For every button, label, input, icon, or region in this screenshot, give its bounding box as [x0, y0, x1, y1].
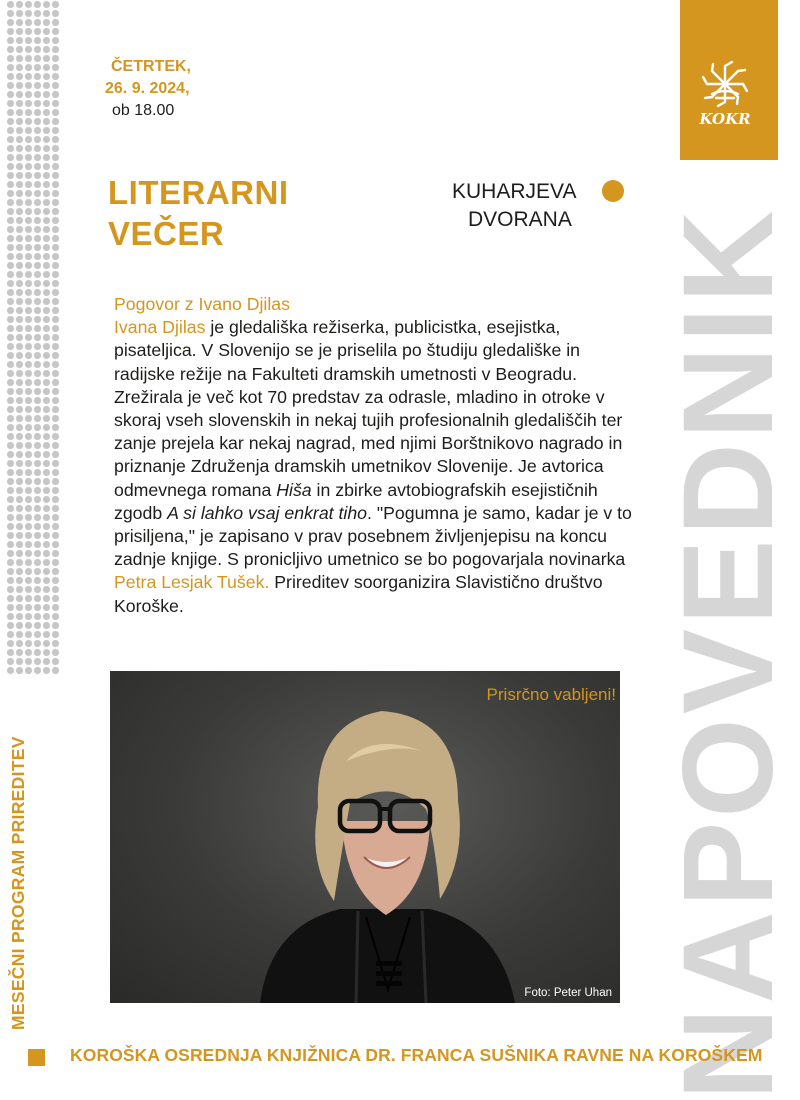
venue-line2: DVORANA: [468, 208, 572, 231]
description-text-2: in zbirke avtobiografskih esejističnih zgodb: [114, 479, 598, 523]
monthly-program-label: MESEČNI PROGRAM PRIREDITEV: [8, 736, 28, 1030]
event-date-block: [105, 56, 225, 122]
event-date: 26. 9. 2024,: [105, 80, 190, 97]
author-photo: [110, 671, 620, 1003]
author-name: Ivana Djilas: [114, 317, 206, 338]
event-description: [114, 293, 634, 618]
description-paragraph: [114, 316, 634, 618]
venue-dot-icon: [602, 180, 624, 202]
description-text-1: je gledališka režiserka, publicistka, esejistka, pisateljica. V Slovenijo se je priselila po študiju gledališke in radijske režije na Fakulteti dramskih umetnosti v Beogradu. Zrežirala je več kot 70 predstav za odrasle, mladino in otroke v skoraj vseh slovenskih in nekaj tujih profesionalnih gledališčih ter zanje prejela kar nekaj nagrad, med njimi Borštnikovo nagrado in priznanje Združenja dramskih umetnikov Slovenije. Je avtorica odmevnega romana: [114, 317, 623, 500]
moderator-name: Petra Lesjak Tušek.: [114, 572, 270, 593]
description-heading: Pogovor z Ivano Djilas: [114, 294, 290, 314]
description-text-3: . "Pogumna je samo, kadar je v to prisiljena," je zapisano v prav posebnem življenjepisu na koncu zadnje knjige. S pronicljivo umetnico se bo pogovarjala novinarka: [114, 502, 632, 570]
welcome-text: Prisrčno vabljeni!: [486, 685, 616, 704]
photo-credit: Foto: Peter Uhan: [524, 987, 612, 999]
book-title-1: Hiša: [276, 479, 312, 500]
napovednik-watermark: NAPOVEDNIK: [657, 206, 800, 1100]
organizer-name: KOROŠKA OSREDNJA KNJIŽNICA DR. FRANCA SUŠNIKA RAVNE NA KOROŠKEM: [70, 1045, 763, 1065]
book-title-2: A si lahko vsaj enkrat tiho: [167, 502, 368, 523]
library-logo-icon: [690, 58, 760, 130]
venue-line1: KUHARJEVA: [452, 180, 577, 203]
dot-pattern: [6, 0, 60, 676]
portrait-illustration: [110, 671, 620, 1003]
event-title: [108, 172, 289, 254]
event-day: ČETRTEK,: [111, 58, 191, 75]
event-title-line2: VEČER: [108, 215, 225, 252]
description-text-4: Prireditev soorganizira Slavistično društvo Koroške.: [114, 572, 603, 616]
event-title-line1: LITERARNI: [108, 174, 289, 211]
footer-square-icon: [28, 1049, 45, 1066]
logo-text: KOKR: [699, 110, 751, 128]
event-time: ob 18.00: [112, 102, 175, 119]
